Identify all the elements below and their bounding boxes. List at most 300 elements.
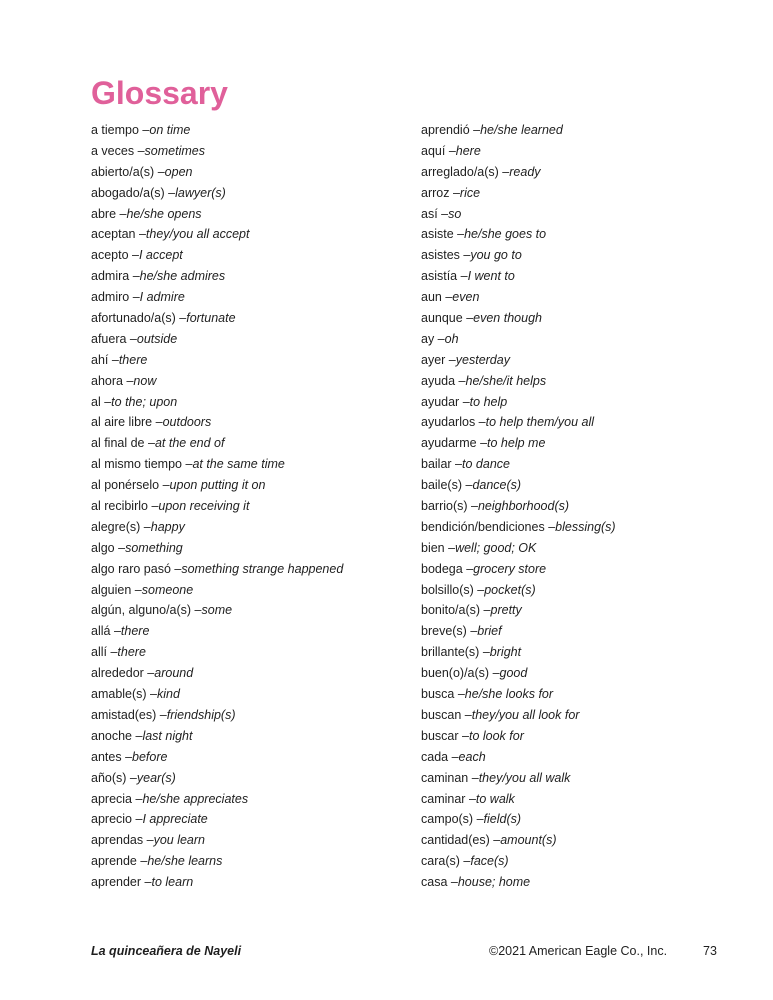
glossary-definition: pocket(s) xyxy=(484,582,536,597)
glossary-term: ay xyxy=(421,331,435,346)
en-dash-separator xyxy=(115,541,125,555)
en-dash-separator xyxy=(465,792,475,806)
glossary-entry xyxy=(91,183,411,204)
en-dash-separator xyxy=(463,311,473,325)
en-dash-separator xyxy=(447,875,457,889)
glossary-term: bolsillo(s) xyxy=(421,582,474,597)
glossary-entry xyxy=(421,580,741,601)
glossary-definition: they/you all walk xyxy=(478,770,571,785)
glossary-entry xyxy=(421,642,741,663)
en-dash-separator xyxy=(176,311,186,325)
glossary-term: ahí xyxy=(91,352,109,367)
glossary-definition: someone xyxy=(141,582,194,597)
en-dash-separator xyxy=(123,374,133,388)
glossary-definition: blessing(s) xyxy=(555,519,616,534)
glossary-term: al final de xyxy=(91,436,145,451)
glossary-definition: dance(s) xyxy=(472,478,522,493)
glossary-entry xyxy=(91,141,411,162)
glossary-entry xyxy=(421,684,741,705)
glossary-entry xyxy=(91,642,411,663)
glossary-definition: field(s) xyxy=(483,812,522,827)
glossary-column-left xyxy=(91,120,411,893)
glossary-entry xyxy=(91,350,411,371)
en-dash-separator xyxy=(137,854,147,868)
glossary-definition: outside xyxy=(136,331,178,346)
glossary-term: campo(s) xyxy=(421,812,474,827)
glossary-term: al aire libre xyxy=(91,415,153,430)
en-dash-separator xyxy=(182,457,192,471)
glossary-term: aunque xyxy=(421,311,463,326)
glossary-term: buscan xyxy=(421,707,462,722)
glossary-entry xyxy=(91,308,411,329)
en-dash-separator xyxy=(171,562,181,576)
glossary-entry xyxy=(421,350,741,371)
glossary-term: antes xyxy=(91,749,122,764)
glossary-definition: he/she learned xyxy=(480,123,563,137)
glossary-definition: grocery store xyxy=(473,561,547,576)
en-dash-separator xyxy=(454,687,464,701)
en-dash-separator xyxy=(479,645,489,659)
glossary-definition: fortunate xyxy=(186,311,236,326)
glossary-definition: well; good; OK xyxy=(455,540,537,555)
glossary-entry xyxy=(421,559,741,580)
glossary-term: caminar xyxy=(421,791,466,806)
glossary-definition: I accept xyxy=(138,248,183,263)
glossary-term: a veces xyxy=(91,143,135,158)
en-dash-separator xyxy=(438,207,448,221)
en-dash-separator xyxy=(122,750,132,764)
en-dash-separator xyxy=(455,374,465,388)
en-dash-separator xyxy=(165,186,175,200)
glossary-definition: he/she goes to xyxy=(464,227,547,242)
glossary-term: cada xyxy=(421,749,449,764)
glossary-entry xyxy=(421,392,741,413)
glossary-entry xyxy=(421,789,741,810)
glossary-term: aprende xyxy=(91,854,137,869)
glossary-entry xyxy=(91,600,411,621)
glossary-definition: to learn xyxy=(151,875,194,890)
glossary-term: ayer xyxy=(421,352,446,367)
en-dash-separator xyxy=(461,708,471,722)
en-dash-separator xyxy=(459,395,469,409)
en-dash-separator xyxy=(129,248,139,262)
glossary-entry xyxy=(91,559,411,580)
glossary-term: bien xyxy=(421,540,445,555)
glossary-term: aprecia xyxy=(91,791,132,806)
glossary-term: alegre(s) xyxy=(91,519,141,534)
glossary-entry xyxy=(91,287,411,308)
glossary-term: amable(s) xyxy=(91,687,147,702)
glossary-definition: I appreciate xyxy=(142,812,208,827)
glossary-entry xyxy=(421,412,741,433)
glossary-term: breve(s) xyxy=(421,624,467,639)
glossary-definition: last night xyxy=(142,728,193,743)
en-dash-separator xyxy=(108,353,118,367)
en-dash-separator xyxy=(145,436,155,450)
glossary-definition: upon receiving it xyxy=(158,499,250,514)
en-dash-separator xyxy=(148,499,158,513)
glossary-definition: something xyxy=(125,540,183,555)
en-dash-separator xyxy=(452,457,462,471)
glossary-entry xyxy=(91,475,411,496)
glossary-definition: pretty xyxy=(490,603,522,618)
glossary-term: alguien xyxy=(91,582,132,597)
en-dash-separator xyxy=(460,854,470,868)
glossary-term: abogado/a(s) xyxy=(91,185,165,200)
glossary-definition: I admire xyxy=(139,290,185,305)
en-dash-separator xyxy=(445,353,455,367)
glossary-term: abre xyxy=(91,206,117,221)
en-dash-separator xyxy=(134,144,144,158)
en-dash-separator xyxy=(457,269,467,283)
glossary-definition: around xyxy=(154,666,194,681)
en-dash-separator xyxy=(159,478,169,492)
glossary-term: arroz xyxy=(421,185,450,200)
glossary-definition: good xyxy=(499,666,528,681)
en-dash-separator xyxy=(129,290,139,304)
glossary-definition: outdoors xyxy=(162,415,212,430)
en-dash-separator xyxy=(489,666,499,680)
glossary-definition: rice xyxy=(459,185,481,200)
en-dash-separator xyxy=(445,144,455,158)
glossary-term: ayudarme xyxy=(421,436,477,451)
glossary-term: algo raro pasó xyxy=(91,561,171,576)
en-dash-separator xyxy=(132,812,142,826)
glossary-entry xyxy=(91,621,411,642)
glossary-definition: he/she learns xyxy=(147,854,223,869)
glossary-definition: sometimes xyxy=(144,143,205,158)
en-dash-separator xyxy=(462,478,472,492)
glossary-term: al ponérselo xyxy=(91,478,160,493)
en-dash-separator xyxy=(442,290,452,304)
page-title: Glossary xyxy=(91,75,228,111)
glossary-term: aun xyxy=(421,290,442,305)
glossary-definition: so xyxy=(448,206,462,221)
en-dash-separator xyxy=(474,583,484,597)
glossary-entry xyxy=(91,392,411,413)
glossary-definition: on time xyxy=(149,123,191,137)
glossary-term: brillante(s) xyxy=(421,645,480,660)
en-dash-separator xyxy=(468,499,478,513)
glossary-entry xyxy=(421,308,741,329)
glossary-term: algo xyxy=(91,540,115,555)
glossary-term: ayuda xyxy=(421,373,456,388)
glossary-entry xyxy=(421,329,741,350)
en-dash-separator xyxy=(132,792,142,806)
glossary-term: así xyxy=(421,206,438,221)
glossary-term: buen(o)/a(s) xyxy=(421,666,490,681)
en-dash-separator xyxy=(475,415,485,429)
glossary-definition: they/you all accept xyxy=(145,227,250,242)
glossary-entry xyxy=(421,705,741,726)
en-dash-separator xyxy=(140,520,150,534)
glossary-entry xyxy=(421,517,741,538)
glossary-term: barrio(s) xyxy=(421,499,468,514)
glossary-entry xyxy=(91,412,411,433)
glossary-definition: at the end of xyxy=(154,436,225,451)
glossary-entry xyxy=(91,517,411,538)
glossary-term: acepto xyxy=(91,248,129,263)
glossary-entry xyxy=(91,872,411,893)
en-dash-separator xyxy=(468,771,478,785)
en-dash-separator xyxy=(470,123,480,137)
glossary-definition: there xyxy=(117,645,146,660)
glossary-entry xyxy=(91,329,411,350)
glossary-term: casa xyxy=(421,875,448,890)
glossary-term: bendición/bendiciones xyxy=(421,519,545,534)
glossary-term: buscar xyxy=(421,728,459,743)
glossary-definition: year(s) xyxy=(136,770,176,785)
glossary-term: ayudarlos xyxy=(421,415,476,430)
glossary-entry xyxy=(91,768,411,789)
glossary-entry xyxy=(421,809,741,830)
en-dash-separator xyxy=(131,583,141,597)
en-dash-separator xyxy=(463,562,473,576)
en-dash-separator xyxy=(110,624,120,638)
glossary-term: algún, alguno/a(s) xyxy=(91,603,192,618)
glossary-term: allá xyxy=(91,624,111,639)
glossary-definition: at the same time xyxy=(192,457,285,472)
glossary-entry xyxy=(421,600,741,621)
en-dash-separator xyxy=(101,395,111,409)
glossary-entry xyxy=(421,433,741,454)
glossary-term: asistía xyxy=(421,269,458,284)
glossary-term: alrededor xyxy=(91,666,144,681)
en-dash-separator xyxy=(477,436,487,450)
glossary-entry xyxy=(421,120,741,141)
glossary-term: aquí xyxy=(421,143,446,158)
glossary-definition: ready xyxy=(509,164,541,179)
footer-copyright: ©2021 American Eagle Co., Inc. xyxy=(489,944,668,958)
glossary-definition: house; home xyxy=(457,875,531,890)
footer-book-title: La quinceañera de Nayeli xyxy=(91,944,242,958)
glossary-term: baile(s) xyxy=(421,478,462,493)
glossary-term: caminan xyxy=(421,770,469,785)
en-dash-separator xyxy=(490,833,500,847)
glossary-entry xyxy=(421,183,741,204)
glossary-entry xyxy=(421,454,741,475)
glossary-definition: even though xyxy=(473,311,542,326)
glossary-definition: oh xyxy=(444,331,459,346)
glossary-entry xyxy=(91,371,411,392)
glossary-definition: he/she appreciates xyxy=(142,791,249,806)
en-dash-separator xyxy=(152,415,162,429)
glossary-entry xyxy=(421,204,741,225)
glossary-entry xyxy=(421,266,741,287)
glossary-entry xyxy=(421,726,741,747)
en-dash-separator xyxy=(126,332,136,346)
en-dash-separator xyxy=(449,186,459,200)
glossary-definition: brief xyxy=(477,624,502,639)
glossary-term: aprendas xyxy=(91,833,144,848)
glossary-entry xyxy=(91,204,411,225)
glossary-entry xyxy=(91,684,411,705)
glossary-term: a tiempo xyxy=(91,123,139,137)
en-dash-separator xyxy=(434,332,444,346)
glossary-definition: amount(s) xyxy=(500,833,557,848)
glossary-definition: some xyxy=(201,603,233,618)
glossary-definition: to walk xyxy=(475,791,515,806)
glossary-definition: to look for xyxy=(468,728,524,743)
glossary-column-right xyxy=(421,120,741,893)
glossary-definition: he/she/it helps xyxy=(465,373,547,388)
en-dash-separator xyxy=(156,708,166,722)
glossary-definition: kind xyxy=(157,687,180,702)
page-footer xyxy=(0,941,773,961)
glossary-term: al recibirlo xyxy=(91,499,148,514)
glossary-entry xyxy=(91,851,411,872)
glossary-term: cara(s) xyxy=(421,854,460,869)
en-dash-separator xyxy=(126,771,136,785)
glossary-definition: each xyxy=(458,749,486,764)
en-dash-separator xyxy=(448,750,458,764)
en-dash-separator xyxy=(139,123,149,137)
glossary-definition: you go to xyxy=(470,248,522,263)
glossary-definition: something strange happened xyxy=(181,561,344,576)
en-dash-separator xyxy=(107,645,117,659)
en-dash-separator xyxy=(141,875,151,889)
glossary-entry xyxy=(421,851,741,872)
glossary-definition: he/she admires xyxy=(139,269,226,284)
glossary-entry xyxy=(91,580,411,601)
glossary-definition: open xyxy=(164,164,193,179)
glossary-entry xyxy=(421,538,741,559)
glossary-definition: to help them/you all xyxy=(485,415,595,430)
glossary-entry xyxy=(421,141,741,162)
glossary-entry xyxy=(421,663,741,684)
glossary-term: aprender xyxy=(91,875,142,890)
glossary-definition: bright xyxy=(489,645,522,660)
glossary-definition: there xyxy=(120,624,150,639)
glossary-entry xyxy=(421,496,741,517)
glossary-definition: here xyxy=(455,143,481,158)
glossary-entry xyxy=(91,496,411,517)
glossary-entry xyxy=(421,224,741,245)
glossary-entry xyxy=(421,245,741,266)
en-dash-separator xyxy=(480,603,490,617)
en-dash-separator xyxy=(454,227,464,241)
glossary-entry xyxy=(91,224,411,245)
glossary-entry xyxy=(91,120,411,141)
glossary-entry xyxy=(91,162,411,183)
glossary-definition: happy xyxy=(150,519,185,534)
glossary-entry xyxy=(421,162,741,183)
en-dash-separator xyxy=(144,666,154,680)
en-dash-separator xyxy=(473,812,483,826)
glossary-entry xyxy=(421,475,741,496)
en-dash-separator xyxy=(154,165,164,179)
en-dash-separator xyxy=(467,624,477,638)
glossary-term: asistes xyxy=(421,248,460,263)
glossary-definition: I went to xyxy=(467,269,515,284)
glossary-term: afuera xyxy=(91,331,127,346)
glossary-term: admira xyxy=(91,269,130,284)
glossary-definition: there xyxy=(118,352,148,367)
glossary-definition: he/she opens xyxy=(126,206,202,221)
glossary-entry xyxy=(91,830,411,851)
en-dash-separator xyxy=(132,729,142,743)
glossary-term: abierto/a(s) xyxy=(91,164,155,179)
glossary-term: arreglado/a(s) xyxy=(421,164,499,179)
en-dash-separator xyxy=(147,687,157,701)
en-dash-separator xyxy=(116,207,126,221)
glossary-definition: neighborhood(s) xyxy=(477,499,570,514)
glossary-definition: before xyxy=(132,749,168,764)
glossary-entry xyxy=(91,538,411,559)
glossary-entry xyxy=(91,726,411,747)
glossary-definition: yesterday xyxy=(455,352,510,367)
glossary-entry xyxy=(91,245,411,266)
glossary-definition: even xyxy=(452,290,480,305)
glossary-term: anoche xyxy=(91,728,133,743)
glossary-entry xyxy=(421,287,741,308)
glossary-term: busca xyxy=(421,687,455,702)
glossary-term: ayudar xyxy=(421,394,460,409)
glossary-term: afortunado/a(s) xyxy=(91,311,176,326)
page-number: 73 xyxy=(703,944,717,958)
glossary-term: asiste xyxy=(421,227,454,242)
en-dash-separator xyxy=(499,165,509,179)
glossary-entry xyxy=(91,809,411,830)
glossary-term: aprecio xyxy=(91,812,132,827)
en-dash-separator xyxy=(445,541,455,555)
glossary-definition: to the; upon xyxy=(111,394,178,409)
glossary-definition: you learn xyxy=(153,833,205,848)
glossary-definition: upon putting it on xyxy=(169,478,266,493)
glossary-entry xyxy=(91,705,411,726)
glossary-definition: to help xyxy=(469,394,508,409)
en-dash-separator xyxy=(129,269,139,283)
glossary-entry xyxy=(91,454,411,475)
glossary-term: bailar xyxy=(421,457,452,472)
glossary-entry xyxy=(91,433,411,454)
glossary-entry xyxy=(91,747,411,768)
glossary-entry xyxy=(421,830,741,851)
en-dash-separator xyxy=(460,248,470,262)
glossary-term: bodega xyxy=(421,561,463,576)
glossary-entry xyxy=(421,872,741,893)
glossary-entry xyxy=(421,621,741,642)
glossary-definition: face(s) xyxy=(470,854,509,869)
glossary-entry xyxy=(421,747,741,768)
glossary-entry xyxy=(421,768,741,789)
glossary-term: aceptan xyxy=(91,227,136,242)
en-dash-separator xyxy=(143,833,153,847)
glossary-term: al mismo tiempo xyxy=(91,457,182,472)
glossary-entry xyxy=(91,663,411,684)
glossary-definition: they/you all look for xyxy=(471,707,580,722)
glossary-entry xyxy=(91,266,411,287)
glossary-definition: to help me xyxy=(487,436,546,451)
glossary-definition: lawyer(s) xyxy=(175,185,226,200)
glossary-term: allí xyxy=(91,645,107,660)
en-dash-separator xyxy=(135,227,145,241)
glossary-term: bonito/a(s) xyxy=(421,603,481,618)
en-dash-separator xyxy=(545,520,555,534)
en-dash-separator xyxy=(191,603,201,617)
glossary-entry xyxy=(91,789,411,810)
glossary-term: año(s) xyxy=(91,770,127,785)
glossary-term: al xyxy=(91,394,101,409)
glossary-definition: now xyxy=(133,373,157,388)
glossary-term: aprendió xyxy=(421,123,470,137)
glossary-entry xyxy=(421,371,741,392)
glossary-term: cantidad(es) xyxy=(421,833,490,848)
glossary-definition: to dance xyxy=(462,457,510,472)
glossary-term: ahora xyxy=(91,373,123,388)
en-dash-separator xyxy=(459,729,469,743)
glossary-definition: friendship(s) xyxy=(166,707,236,722)
